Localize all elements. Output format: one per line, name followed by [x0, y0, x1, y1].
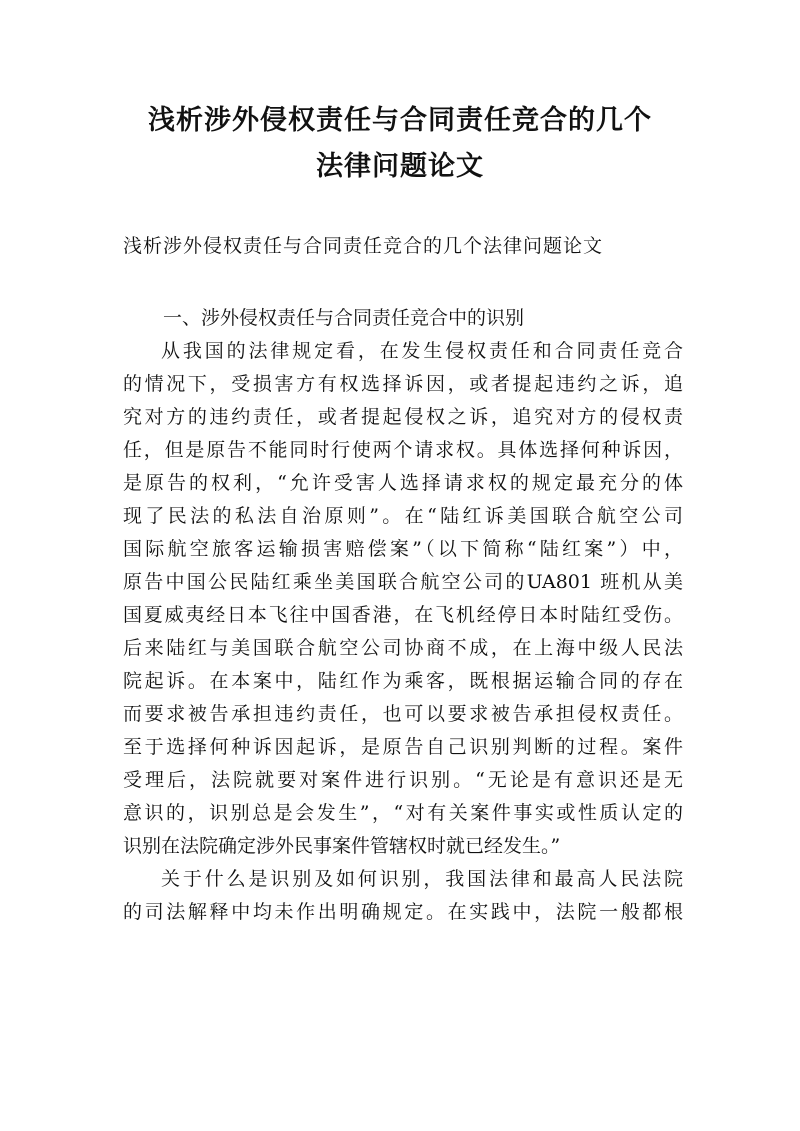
paragraph-line: 的情况下，受损害方有权选择诉因，或者提起违约之诉，追	[123, 373, 683, 395]
paragraph-line: 究对方的违约责任，或者提起侵权之诉，追究对方的侵权责	[123, 406, 683, 428]
paragraph-line: 至于选择何种诉因起诉，是原告自己识别判断的过程。案件	[123, 736, 683, 758]
paragraph-line: 意识的，识别总是会发生”，“对有关案件事实或性质认定的	[123, 802, 683, 824]
paragraph-1	[123, 335, 683, 863]
paragraph-line: 国夏威夷经日本飞往中国香港，在飞机经停日本时陆红受伤。	[123, 604, 683, 626]
title-line-2: 法律问题论文	[316, 151, 484, 182]
paragraph-line: 现了民法的私法自治原则”。在“陆红诉美国联合航空公司	[123, 505, 683, 527]
paragraph-line: 任，但是原告不能同时行使两个请求权。具体选择何种诉因，	[123, 439, 683, 461]
document-title	[100, 98, 700, 190]
paragraph-line: 受理后，法院就要对案件进行识别。“无论是有意识还是无	[123, 769, 683, 791]
document-body	[123, 302, 683, 929]
paragraph-line: 国际航空旅客运输损害赔偿案”（以下简称“陆红案”）中，	[123, 538, 683, 560]
paragraph-line: 的司法解释中均未作出明确规定。在实践中，法院一般都根	[123, 901, 683, 923]
paragraph-line: 原告中国公民陆红乘坐美国联合航空公司的UA801 班机从美	[123, 571, 683, 593]
section-heading: 一、涉外侵权责任与合同责任竞合中的识别	[163, 307, 525, 329]
paragraph-line: 是原告的权利，“允许受害人选择请求权的规定最充分的体	[123, 472, 683, 494]
paragraph-line: 而要求被告承担违约责任，也可以要求被告承担侵权责任。	[123, 703, 683, 725]
paragraph-line: 后来陆红与美国联合航空公司协商不成，在上海中级人民法	[123, 637, 683, 659]
paragraph-2	[123, 863, 683, 929]
paragraph-line: 从我国的法律规定看，在发生侵权责任和合同责任竞合	[161, 340, 683, 362]
document-subtitle: 浅析涉外侵权责任与合同责任竞合的几个法律问题论文	[123, 235, 604, 257]
paragraph-line: 院起诉。在本案中，陆红作为乘客，既根据运输合同的存在	[123, 670, 683, 692]
title-line-1: 浅析涉外侵权责任与合同责任竞合的几个	[148, 105, 652, 136]
paragraph-line: 关于什么是识别及如何识别，我国法律和最高人民法院	[161, 868, 683, 890]
paragraph-line: 识别在法院确定涉外民事案件管辖权时就已经发生。”	[123, 835, 561, 857]
